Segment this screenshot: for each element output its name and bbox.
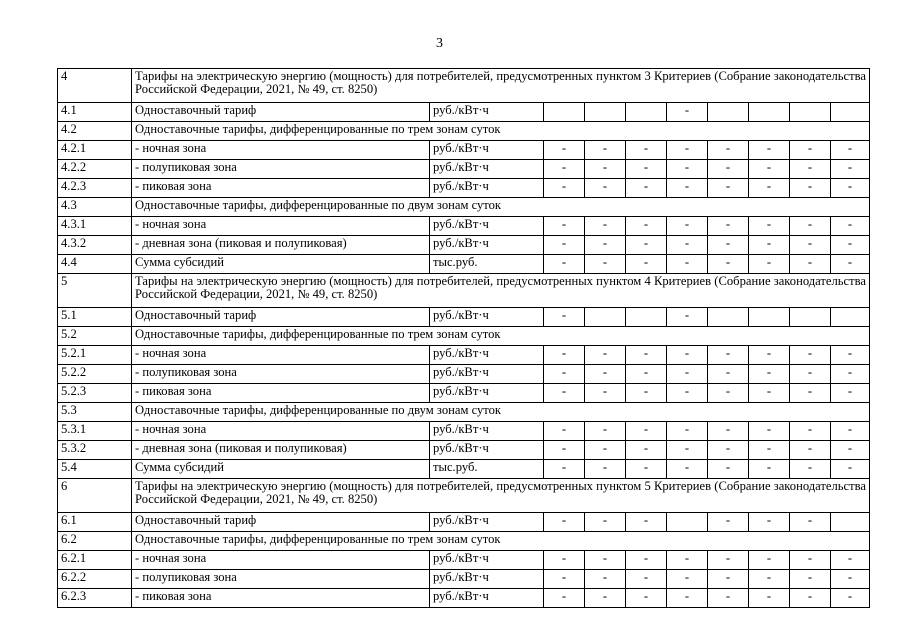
row-name: Одноставочный тариф: [132, 513, 430, 532]
value-cell: -: [585, 551, 626, 570]
row-unit: руб./кВт·ч: [430, 160, 544, 179]
row-unit: руб./кВт·ч: [430, 346, 544, 365]
value-cell: -: [708, 217, 749, 236]
row-name: - полупиковая зона: [132, 570, 430, 589]
table-row: [58, 217, 870, 236]
row-name: Одноставочный тариф: [132, 308, 430, 327]
value-cell: -: [831, 460, 870, 479]
value-cell: -: [831, 365, 870, 384]
table-row: [58, 103, 870, 122]
row-unit: руб./кВт·ч: [430, 179, 544, 198]
value-cell: [831, 513, 870, 532]
value-cell: -: [831, 551, 870, 570]
value-cell: -: [626, 589, 667, 608]
value-cell: -: [544, 217, 585, 236]
value-cell: -: [544, 365, 585, 384]
row-number: 5.2.1: [58, 346, 132, 365]
row-unit: руб./кВт·ч: [430, 217, 544, 236]
value-cell: -: [585, 441, 626, 460]
value-cell: -: [831, 217, 870, 236]
subsection-row: [58, 327, 870, 346]
value-cell: -: [708, 365, 749, 384]
value-cell: -: [626, 570, 667, 589]
row-number: 4.2: [58, 122, 132, 141]
value-cell: -: [790, 460, 831, 479]
value-cell: -: [626, 179, 667, 198]
value-cell: -: [708, 236, 749, 255]
row-number: 5.4: [58, 460, 132, 479]
row-name: - дневная зона (пиковая и полупиковая): [132, 441, 430, 460]
row-name: - пиковая зона: [132, 589, 430, 608]
subsection-title: Одноставочные тарифы, дифференцированные по двум зонам суток: [132, 198, 870, 217]
value-cell: -: [749, 422, 790, 441]
value-cell: -: [708, 513, 749, 532]
value-cell: -: [790, 179, 831, 198]
value-cell: -: [544, 589, 585, 608]
value-cell: -: [667, 236, 708, 255]
value-cell: -: [790, 422, 831, 441]
value-cell: -: [544, 460, 585, 479]
value-cell: -: [544, 255, 585, 274]
row-number: 5: [58, 274, 132, 308]
value-cell: -: [749, 179, 790, 198]
value-cell: -: [749, 589, 790, 608]
value-cell: -: [790, 236, 831, 255]
row-number: 6.2: [58, 532, 132, 551]
value-cell: -: [585, 365, 626, 384]
row-number: 4.1: [58, 103, 132, 122]
value-cell: -: [544, 141, 585, 160]
row-number: 6: [58, 479, 132, 513]
value-cell: -: [749, 513, 790, 532]
value-cell: -: [585, 422, 626, 441]
subsection-title: Одноставочные тарифы, дифференцированные по трем зонам суток: [132, 122, 870, 141]
row-name: Сумма субсидий: [132, 460, 430, 479]
value-cell: -: [749, 141, 790, 160]
row-name: - ночная зона: [132, 217, 430, 236]
table-row: [58, 160, 870, 179]
row-number: 6.2.3: [58, 589, 132, 608]
value-cell: -: [708, 589, 749, 608]
value-cell: -: [585, 513, 626, 532]
section-title: Тарифы на электрическую энергию (мощность) для потребителей, предусмотренных пунктом 3 Критериев (Собрание законодательства Российской Федерации, 2021, № 49, ст. 8250): [132, 69, 870, 103]
row-number: 6.1: [58, 513, 132, 532]
value-cell: -: [708, 460, 749, 479]
value-cell: -: [585, 570, 626, 589]
value-cell: [749, 308, 790, 327]
section-title: Тарифы на электрическую энергию (мощность) для потребителей, предусмотренных пунктом 4 Критериев (Собрание законодательства Российской Федерации, 2021, № 49, ст. 8250): [132, 274, 870, 308]
row-name: Сумма субсидий: [132, 255, 430, 274]
table-row: [58, 513, 870, 532]
value-cell: -: [831, 570, 870, 589]
row-name: - пиковая зона: [132, 384, 430, 403]
value-cell: -: [585, 179, 626, 198]
value-cell: -: [708, 179, 749, 198]
value-cell: -: [585, 589, 626, 608]
value-cell: [708, 308, 749, 327]
value-cell: -: [667, 441, 708, 460]
row-number: 4.4: [58, 255, 132, 274]
value-cell: -: [626, 160, 667, 179]
value-cell: -: [667, 255, 708, 274]
row-name: - пиковая зона: [132, 179, 430, 198]
row-unit: руб./кВт·ч: [430, 570, 544, 589]
table-row: [58, 551, 870, 570]
value-cell: -: [790, 551, 831, 570]
value-cell: -: [544, 422, 585, 441]
row-number: 5.2: [58, 327, 132, 346]
value-cell: -: [749, 346, 790, 365]
value-cell: -: [585, 160, 626, 179]
value-cell: -: [790, 160, 831, 179]
value-cell: [626, 103, 667, 122]
value-cell: -: [708, 441, 749, 460]
table-row: [58, 460, 870, 479]
row-name: - полупиковая зона: [132, 365, 430, 384]
value-cell: -: [544, 551, 585, 570]
value-cell: -: [667, 551, 708, 570]
row-name: - дневная зона (пиковая и полупиковая): [132, 236, 430, 255]
row-unit: руб./кВт·ч: [430, 441, 544, 460]
row-unit: тыс.руб.: [430, 255, 544, 274]
row-number: 4.3: [58, 198, 132, 217]
value-cell: -: [831, 589, 870, 608]
table-row: [58, 570, 870, 589]
value-cell: -: [626, 346, 667, 365]
value-cell: -: [544, 346, 585, 365]
value-cell: -: [708, 551, 749, 570]
value-cell: -: [585, 255, 626, 274]
value-cell: -: [585, 460, 626, 479]
row-number: 5.2.2: [58, 365, 132, 384]
value-cell: -: [626, 441, 667, 460]
value-cell: -: [708, 255, 749, 274]
value-cell: -: [749, 384, 790, 403]
row-unit: руб./кВт·ч: [430, 589, 544, 608]
value-cell: -: [585, 346, 626, 365]
row-number: 4.2.2: [58, 160, 132, 179]
subsection-row: [58, 532, 870, 551]
table-row: [58, 422, 870, 441]
value-cell: -: [790, 441, 831, 460]
table-row: [58, 365, 870, 384]
table-row: [58, 346, 870, 365]
value-cell: -: [790, 570, 831, 589]
section-title: Тарифы на электрическую энергию (мощность) для потребителей, предусмотренных пунктом 5 Критериев (Собрание законодательства Российской Федерации, 2021, № 49, ст. 8250): [132, 479, 870, 513]
value-cell: -: [626, 255, 667, 274]
row-unit: руб./кВт·ч: [430, 384, 544, 403]
value-cell: -: [544, 441, 585, 460]
subsection-row: [58, 198, 870, 217]
row-number: 4: [58, 69, 132, 103]
row-unit: руб./кВт·ч: [430, 141, 544, 160]
table-row: [58, 589, 870, 608]
value-cell: -: [585, 236, 626, 255]
value-cell: [708, 103, 749, 122]
value-cell: -: [544, 513, 585, 532]
page-number: 3: [436, 36, 443, 51]
row-unit: тыс.руб.: [430, 460, 544, 479]
value-cell: -: [708, 570, 749, 589]
subsection-row: [58, 403, 870, 422]
row-name: - полупиковая зона: [132, 160, 430, 179]
value-cell: [544, 103, 585, 122]
table-row: [58, 441, 870, 460]
row-name: - ночная зона: [132, 422, 430, 441]
row-number: 4.3.2: [58, 236, 132, 255]
value-cell: -: [831, 160, 870, 179]
value-cell: -: [831, 179, 870, 198]
value-cell: -: [626, 551, 667, 570]
value-cell: -: [544, 308, 585, 327]
value-cell: -: [585, 141, 626, 160]
table-row: [58, 308, 870, 327]
value-cell: -: [831, 384, 870, 403]
row-name: - ночная зона: [132, 346, 430, 365]
row-name: Одноставочный тариф: [132, 103, 430, 122]
value-cell: -: [626, 141, 667, 160]
value-cell: [585, 103, 626, 122]
value-cell: -: [626, 236, 667, 255]
table-row: [58, 236, 870, 255]
value-cell: -: [544, 384, 585, 403]
row-number: 4.3.1: [58, 217, 132, 236]
table-row: [58, 179, 870, 198]
value-cell: -: [831, 422, 870, 441]
value-cell: [626, 308, 667, 327]
value-cell: -: [708, 384, 749, 403]
value-cell: -: [790, 346, 831, 365]
value-cell: [831, 103, 870, 122]
row-number: 4.2.1: [58, 141, 132, 160]
row-name: - ночная зона: [132, 551, 430, 570]
value-cell: -: [667, 384, 708, 403]
value-cell: -: [667, 179, 708, 198]
row-number: 5.3: [58, 403, 132, 422]
value-cell: [790, 308, 831, 327]
value-cell: -: [749, 441, 790, 460]
value-cell: -: [626, 513, 667, 532]
section-row: [58, 479, 870, 513]
value-cell: -: [749, 255, 790, 274]
value-cell: -: [667, 346, 708, 365]
value-cell: [831, 308, 870, 327]
row-unit: руб./кВт·ч: [430, 308, 544, 327]
row-unit: руб./кВт·ч: [430, 236, 544, 255]
value-cell: -: [790, 384, 831, 403]
value-cell: -: [749, 365, 790, 384]
row-number: 6.2.2: [58, 570, 132, 589]
value-cell: -: [790, 141, 831, 160]
value-cell: -: [749, 160, 790, 179]
tariff-table: [57, 68, 870, 608]
section-row: [58, 69, 870, 103]
section-row: [58, 274, 870, 308]
value-cell: -: [667, 141, 708, 160]
row-unit: руб./кВт·ч: [430, 513, 544, 532]
value-cell: -: [585, 384, 626, 403]
subsection-title: Одноставочные тарифы, дифференцированные по двум зонам суток: [132, 403, 870, 422]
value-cell: -: [667, 217, 708, 236]
value-cell: [790, 103, 831, 122]
value-cell: -: [749, 217, 790, 236]
value-cell: -: [790, 255, 831, 274]
value-cell: -: [667, 365, 708, 384]
row-number: 5.3.1: [58, 422, 132, 441]
row-number: 5.1: [58, 308, 132, 327]
value-cell: -: [667, 460, 708, 479]
table-row: [58, 255, 870, 274]
row-number: 5.2.3: [58, 384, 132, 403]
value-cell: -: [749, 570, 790, 589]
value-cell: -: [708, 160, 749, 179]
row-unit: руб./кВт·ч: [430, 551, 544, 570]
value-cell: -: [749, 236, 790, 255]
row-unit: руб./кВт·ч: [430, 422, 544, 441]
value-cell: -: [667, 570, 708, 589]
value-cell: -: [667, 160, 708, 179]
value-cell: -: [790, 589, 831, 608]
row-number: 5.3.2: [58, 441, 132, 460]
row-unit: руб./кВт·ч: [430, 103, 544, 122]
value-cell: -: [831, 141, 870, 160]
subsection-row: [58, 122, 870, 141]
value-cell: -: [544, 160, 585, 179]
value-cell: -: [667, 589, 708, 608]
value-cell: -: [708, 422, 749, 441]
value-cell: -: [708, 141, 749, 160]
value-cell: -: [626, 365, 667, 384]
value-cell: -: [790, 365, 831, 384]
value-cell: -: [626, 217, 667, 236]
value-cell: -: [749, 460, 790, 479]
value-cell: -: [831, 441, 870, 460]
value-cell: -: [831, 346, 870, 365]
table-row: [58, 141, 870, 160]
value-cell: [667, 513, 708, 532]
value-cell: [585, 308, 626, 327]
value-cell: -: [626, 422, 667, 441]
value-cell: -: [626, 384, 667, 403]
value-cell: -: [544, 236, 585, 255]
value-cell: [749, 103, 790, 122]
subsection-title: Одноставочные тарифы, дифференцированные по трем зонам суток: [132, 327, 870, 346]
value-cell: -: [626, 460, 667, 479]
table-row: [58, 384, 870, 403]
value-cell: -: [667, 103, 708, 122]
value-cell: -: [544, 570, 585, 589]
value-cell: -: [667, 422, 708, 441]
row-number: 4.2.3: [58, 179, 132, 198]
subsection-title: Одноставочные тарифы, дифференцированные по трем зонам суток: [132, 532, 870, 551]
row-number: 6.2.1: [58, 551, 132, 570]
row-unit: руб./кВт·ч: [430, 365, 544, 384]
value-cell: -: [831, 255, 870, 274]
value-cell: -: [708, 346, 749, 365]
value-cell: -: [749, 551, 790, 570]
value-cell: -: [544, 179, 585, 198]
value-cell: -: [667, 308, 708, 327]
row-name: - ночная зона: [132, 141, 430, 160]
value-cell: -: [585, 217, 626, 236]
value-cell: -: [831, 236, 870, 255]
value-cell: -: [790, 217, 831, 236]
value-cell: -: [790, 513, 831, 532]
